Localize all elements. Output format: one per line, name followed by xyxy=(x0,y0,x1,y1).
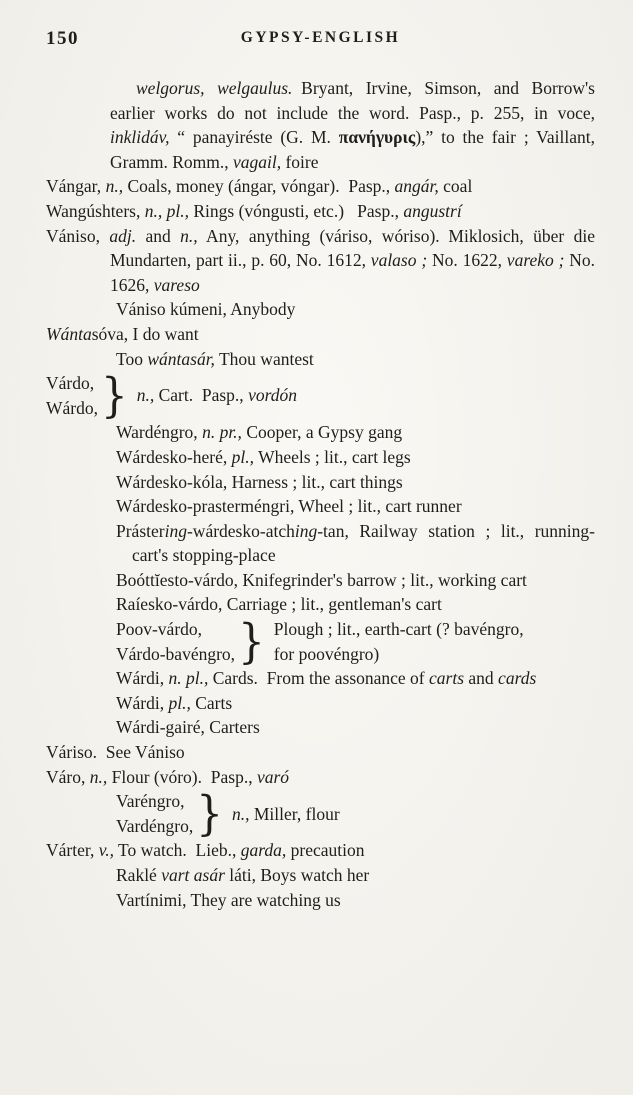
brace-icon: } xyxy=(101,367,128,423)
text-segment: Várdo, xyxy=(46,373,95,394)
dictionary-entry xyxy=(46,888,595,913)
text-segment: Wárdi, xyxy=(116,668,169,689)
brace-words xyxy=(46,371,98,420)
text-segment: Any, anything (váriso, wóriso). Miklosich, über die Mundarten, part ii., p. 60, No. 1612, xyxy=(110,225,595,271)
brace-definition xyxy=(137,383,297,408)
italic-text: pl., xyxy=(168,692,191,713)
text-segment: Cards. From the assonance of xyxy=(208,668,430,689)
dictionary-entry xyxy=(46,715,595,740)
italic-text: n., xyxy=(136,385,155,406)
italic-text: inklidáv, xyxy=(110,127,170,148)
text-segment: Práster xyxy=(116,520,165,541)
italic-text: n., xyxy=(89,766,108,787)
text-segment: Rings (vóngusti, etc.) Pasp., xyxy=(188,200,404,221)
brace-word-line xyxy=(116,617,235,642)
brace-def-line xyxy=(232,802,340,827)
dictionary-entry xyxy=(46,420,595,445)
dictionary-entry xyxy=(46,691,595,716)
text-segment: Várdo-bavéngro, xyxy=(116,643,236,664)
dictionary-entry xyxy=(46,666,595,691)
entry-brace-group xyxy=(116,613,595,669)
text-segment: No. 1622, xyxy=(427,250,507,271)
dictionary-entry xyxy=(46,519,595,568)
italic-text: ing xyxy=(294,520,318,541)
text-segment: Thou wantest xyxy=(214,348,314,369)
page-number: 150 xyxy=(46,28,79,49)
text-segment: and xyxy=(464,668,499,689)
text-segment: Coals, money (ángar, vóngar). Pasp., xyxy=(123,176,395,197)
italic-text: garda, xyxy=(240,840,287,861)
brace-word-line xyxy=(116,789,193,814)
brace-def-line xyxy=(274,642,524,667)
text-segment: foire xyxy=(281,151,319,172)
text-segment: Raíesko-várdo, Carriage ; lit., gentleman's cart xyxy=(116,594,442,615)
dictionary-entry xyxy=(46,199,595,224)
italic-text: n., pl., xyxy=(144,200,189,221)
text-segment: ),” to the fair ; Vaillant, Gramm. Romm., xyxy=(110,127,595,172)
brace-words xyxy=(116,789,193,838)
dictionary-entry xyxy=(46,592,595,617)
dictionary-body xyxy=(46,76,595,912)
brace-word-line xyxy=(46,396,98,421)
italic-text: n. pr., xyxy=(202,422,242,443)
text-segment: No. 1626, xyxy=(110,250,596,295)
entry-brace-group xyxy=(116,785,595,841)
text-segment: Too xyxy=(116,348,148,369)
italic-text: v., xyxy=(98,840,114,861)
dictionary-entry xyxy=(46,297,595,322)
italic-text: angustrí xyxy=(403,200,462,221)
text-segment: -tan, Railway station ; lit., running-cart's stopping-place xyxy=(132,520,595,566)
italic-text: welgorus, welgaulus. xyxy=(136,78,293,98)
text-segment: Cooper, a Gypsy gang xyxy=(241,422,403,443)
text-segment: Váro, xyxy=(46,766,90,787)
text-segment: Carts xyxy=(190,692,233,713)
dictionary-entry xyxy=(46,347,595,372)
text-segment: Vániso, xyxy=(46,225,110,246)
dictionary-entry xyxy=(46,863,595,888)
brace-word-line xyxy=(116,642,235,667)
italic-text: varó xyxy=(256,766,290,787)
italic-text: carts xyxy=(429,668,465,689)
text-segment: Flour (vóro). Pasp., xyxy=(107,766,257,787)
text-segment: Cart. Pasp., xyxy=(154,385,249,406)
dictionary-entry xyxy=(46,322,595,347)
text-segment: sóva, I do want xyxy=(91,323,199,344)
text-segment: Wárdo, xyxy=(46,397,98,418)
text-segment: Poov-várdo, xyxy=(116,619,203,640)
text-segment: Wardéngro, xyxy=(116,422,203,443)
text-segment: Boóttĭesto-várdo, Knifegrinder's barrow ; lit., working cart xyxy=(116,569,527,590)
brace-def-line xyxy=(274,617,524,642)
dictionary-entry xyxy=(46,765,595,790)
page-header xyxy=(46,26,595,54)
brace-word-line xyxy=(116,814,193,839)
dictionary-entry xyxy=(46,445,595,470)
brace-words xyxy=(116,617,235,666)
italic-text: vareko ; xyxy=(506,250,565,271)
text-segment: To watch. Lieb., xyxy=(113,840,241,861)
text-segment: Vartínimi, They are watching us xyxy=(116,889,341,910)
dictionary-entry xyxy=(46,740,595,765)
text-segment: Vániso kúmeni, Anybody xyxy=(116,299,296,320)
text-segment: Vángar, xyxy=(46,176,106,197)
italic-text: vagail, xyxy=(232,151,282,172)
brace-icon: } xyxy=(238,613,265,669)
dictionary-entry xyxy=(46,568,595,593)
text-segment: -wárdesko-atch xyxy=(186,520,295,541)
text-segment: Raklé xyxy=(116,865,162,885)
text-segment: coal xyxy=(438,176,473,197)
italic-text: cards xyxy=(498,668,537,689)
brace-def-line xyxy=(137,383,297,408)
italic-text: n., xyxy=(232,803,250,824)
text-segment: Wangúshters, xyxy=(46,200,145,221)
brace-definition xyxy=(274,617,524,666)
text-segment: Wárdi, xyxy=(116,692,169,713)
text-segment: and xyxy=(136,225,181,246)
dictionary-entry xyxy=(46,224,595,298)
text-segment: Wheels ; lit., cart legs xyxy=(254,446,411,467)
italic-text: vordón xyxy=(248,385,297,406)
dictionary-entry xyxy=(46,838,595,863)
italic-text: vart asár xyxy=(161,865,225,885)
dictionary-entry xyxy=(46,470,595,495)
text-segment: precaution xyxy=(286,840,365,861)
italic-text: adj. xyxy=(109,225,137,246)
bold-text: πανήγυρις xyxy=(338,127,416,148)
italic-text: n. pl., xyxy=(168,668,209,689)
italic-text: n., xyxy=(105,176,124,197)
dictionary-entry xyxy=(46,174,595,199)
text-segment: Wárdi-gairé, Carters xyxy=(116,717,260,738)
brace-icon: } xyxy=(196,785,223,841)
text-segment: Várter, xyxy=(46,840,99,861)
text-segment: “ panayiréste (G. M. xyxy=(169,127,339,148)
text-segment: Wárdesko-prasterméngri, Wheel ; lit., cart runner xyxy=(116,496,462,517)
text-segment: láti, Boys watch her xyxy=(224,865,370,885)
italic-text: angár, xyxy=(394,176,439,197)
text-segment: Varéngro, xyxy=(116,791,185,812)
text-segment: for poovéngro) xyxy=(273,643,380,664)
dictionary-entry xyxy=(46,494,595,519)
italic-text: ing xyxy=(164,520,187,541)
text-segment: Vardéngro, xyxy=(116,815,194,836)
italic-text: n., xyxy=(180,225,198,246)
text-segment: Wárdesko-heré, xyxy=(116,446,232,467)
text-segment: Miller, flour xyxy=(249,803,340,824)
running-title: GYPSY-ENGLISH xyxy=(240,29,401,46)
brace-definition xyxy=(232,802,340,827)
italic-text: pl., xyxy=(231,446,255,467)
italic-text: wántasár, xyxy=(147,348,215,369)
entry-brace-group xyxy=(46,367,595,423)
text-segment: Bryant, Irvine, Simson, and Borrow's earlier works do not include the word. Pasp., p. 255, in voce, xyxy=(110,78,595,123)
text-segment: Váriso. See Vániso xyxy=(46,742,185,763)
italic-text: vareso xyxy=(153,274,200,295)
text-segment: Wárdesko-kóla, Harness ; lit., cart things xyxy=(116,471,403,492)
text-segment: Plough ; lit., earth-cart (? bavéngro, xyxy=(273,619,524,640)
brace-word-line xyxy=(46,371,98,396)
italic-text: Wánta xyxy=(46,323,92,344)
dictionary-entry xyxy=(46,76,595,174)
italic-text: valaso ; xyxy=(370,250,428,271)
